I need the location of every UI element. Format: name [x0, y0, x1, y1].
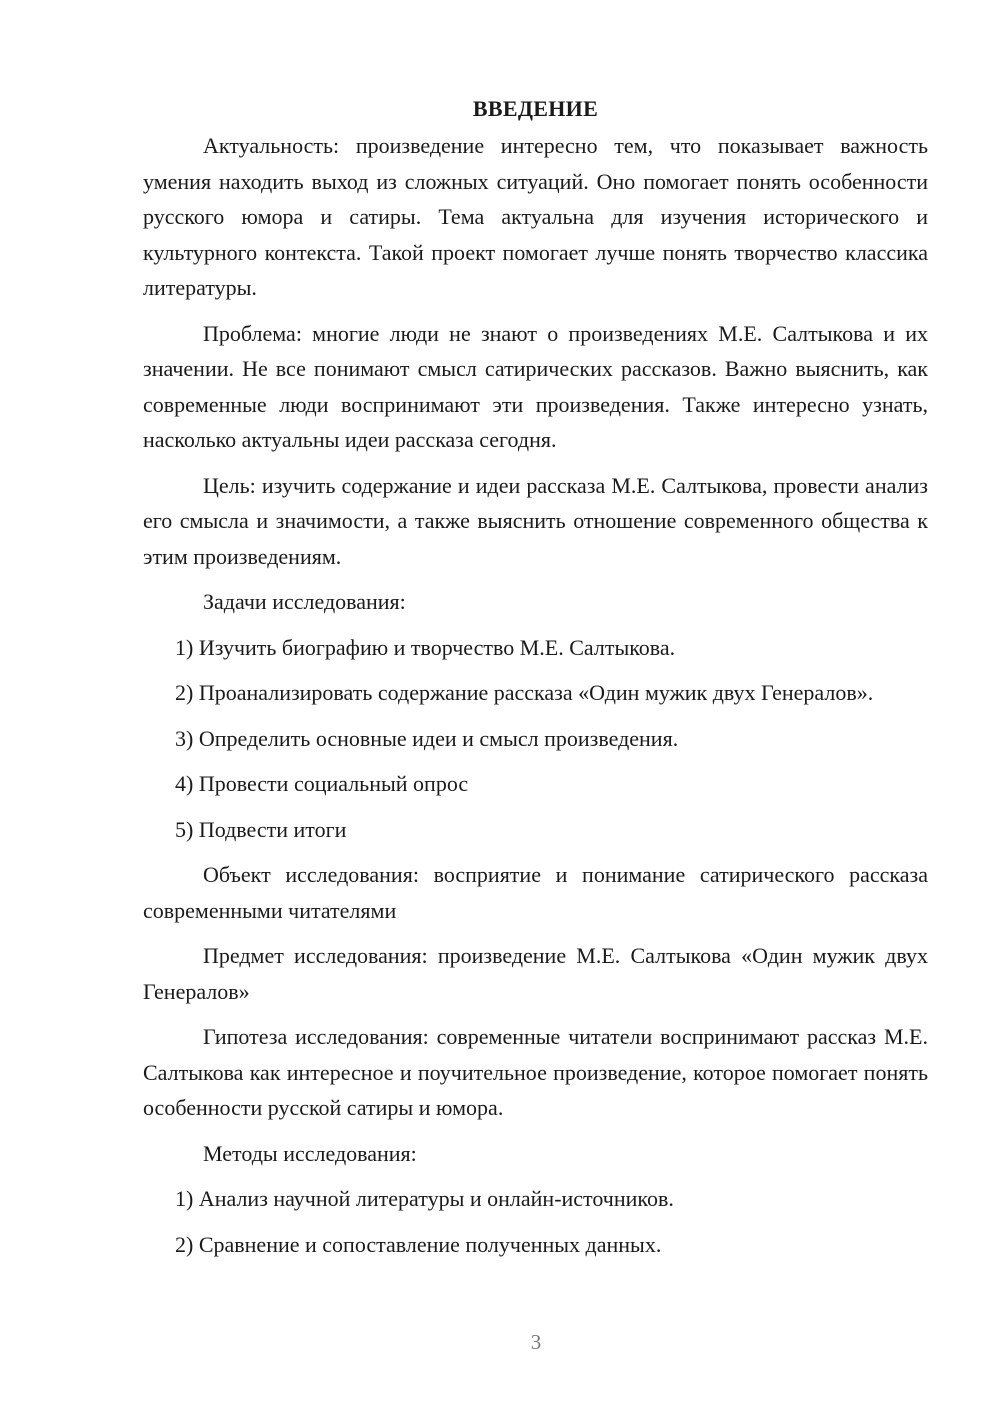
document-page [143, 92, 928, 1272]
problem-paragraph: Проблема: многие люди не знают о произведениях М.Е. Салтыкова и их значении. Не все понимают смысл сатирических рассказов. Важно выяснить, как современные люди воспринимают эти произведения. Также интересно узнать, насколько актуальны идеи рассказа сегодня. [143, 320, 928, 452]
page-number: 3 [530, 1330, 542, 1354]
task-item: 4) Провести социальный опрос [175, 771, 469, 796]
methods-heading: Методы исследования: [203, 1140, 417, 1166]
task-item: 5) Подвести итоги [175, 816, 347, 842]
goal-paragraph: Цель: изучить содержание и идеи рассказа М.Е. Салтыкова, провести анализ его смысла и значимости, а также выяснить отношение современного общества к этим произведениям. [143, 472, 928, 569]
task-item: 1) Изучить биографию и творчество М.Е. Салтыкова. [175, 634, 676, 660]
page-title: ВВЕДЕНИЕ [472, 96, 599, 121]
relevance-paragraph: Актуальность: произведение интересно тем, что показывает важность умения находить выход из сложных ситуаций. Оно помогает понять особенности русского юмора и сатиры. Тема актуальна для изучения исторического и культурного контекста. Такой проект помогает лучше понять творчество классика литературы. [143, 133, 928, 300]
subject-paragraph: Предмет исследования: произведение М.Е. Салтыкова «Один мужик двух Генералов» [143, 943, 928, 1004]
tasks-heading: Задачи исследования: [203, 589, 406, 614]
task-item: 3) Определить основные идеи и смысл произведения. [175, 725, 679, 751]
method-item: 2) Сравнение и сопоставление полученных данных. [175, 1231, 662, 1257]
hypothesis-paragraph: Гипотеза исследования: современные читатели воспринимают рассказ М.Е. Салтыкова как интересное и поучительное произведение, которое помогает понять особенности русской сатиры и юмора. [143, 1024, 928, 1120]
object-paragraph: Объект исследования: восприятие и понимание сатирического рассказа современными читателями [143, 862, 928, 923]
task-item: 2) Проанализировать содержание рассказа «Один мужик двух Генералов». [175, 680, 874, 705]
method-item: 1) Анализ научной литературы и онлайн-источников. [175, 1186, 674, 1211]
